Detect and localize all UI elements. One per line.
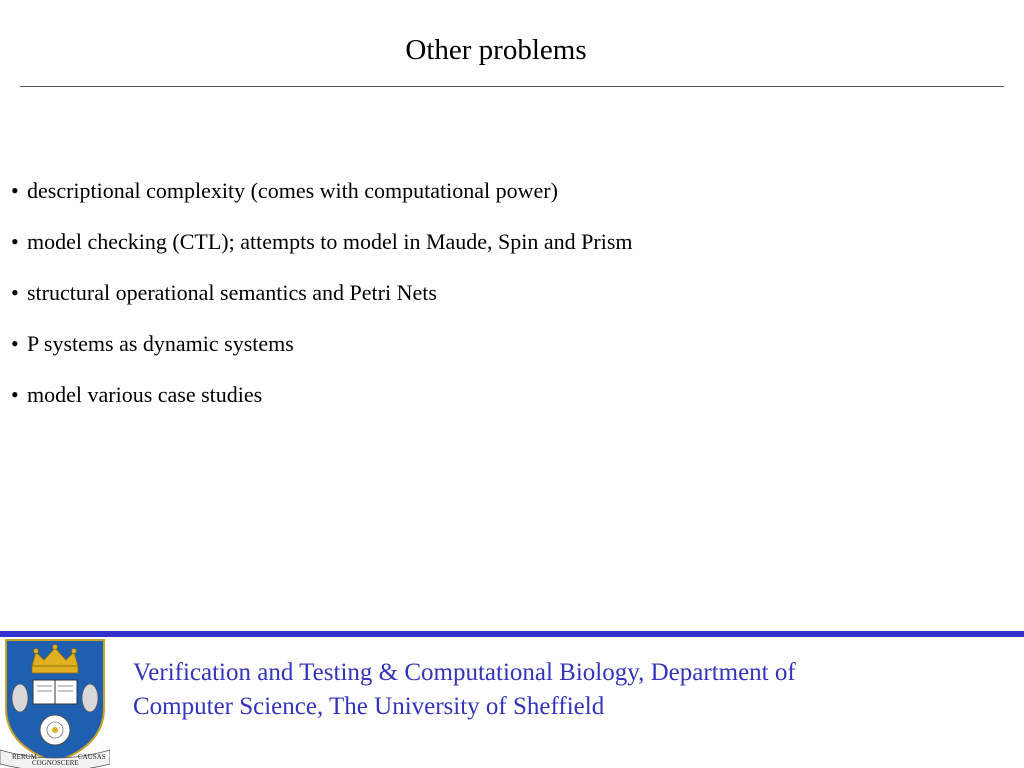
bullet-text: descriptional complexity (comes with computational power) — [27, 178, 558, 203]
title-divider — [20, 86, 1004, 87]
bullet-text: structural operational semantics and Petri Nets — [27, 280, 437, 305]
bullet-glyph: • — [11, 229, 19, 254]
bullet-glyph: • — [11, 331, 19, 356]
bullet-item — [11, 380, 633, 410]
svg-text:COGNOSCERE: COGNOSCERE — [32, 759, 79, 767]
footer-accent-bar — [0, 631, 1024, 637]
bullet-item — [11, 278, 633, 308]
footer-line-1: Verification and Testing & Computational Biology, Department of — [133, 659, 796, 686]
slide-title: Other problems — [405, 34, 587, 66]
bullet-glyph: • — [11, 280, 19, 305]
bullet-glyph: • — [11, 382, 19, 407]
university-crest-icon — [0, 638, 110, 768]
bullet-glyph: • — [11, 178, 19, 203]
bullet-list — [11, 176, 633, 431]
bullet-item — [11, 329, 633, 359]
bullet-text: model checking (CTL); attempts to model in Maude, Spin and Prism — [27, 229, 633, 254]
svg-text:CAUSAS: CAUSAS — [78, 753, 106, 761]
footer-text — [133, 656, 933, 724]
bullet-item — [11, 176, 633, 206]
svg-text:RERUM: RERUM — [12, 753, 37, 761]
bullet-item — [11, 227, 633, 257]
bullet-text: model various case studies — [27, 382, 263, 407]
footer-line-2: Computer Science, The University of Sheffield — [133, 693, 605, 720]
bullet-text: P systems as dynamic systems — [27, 331, 294, 356]
